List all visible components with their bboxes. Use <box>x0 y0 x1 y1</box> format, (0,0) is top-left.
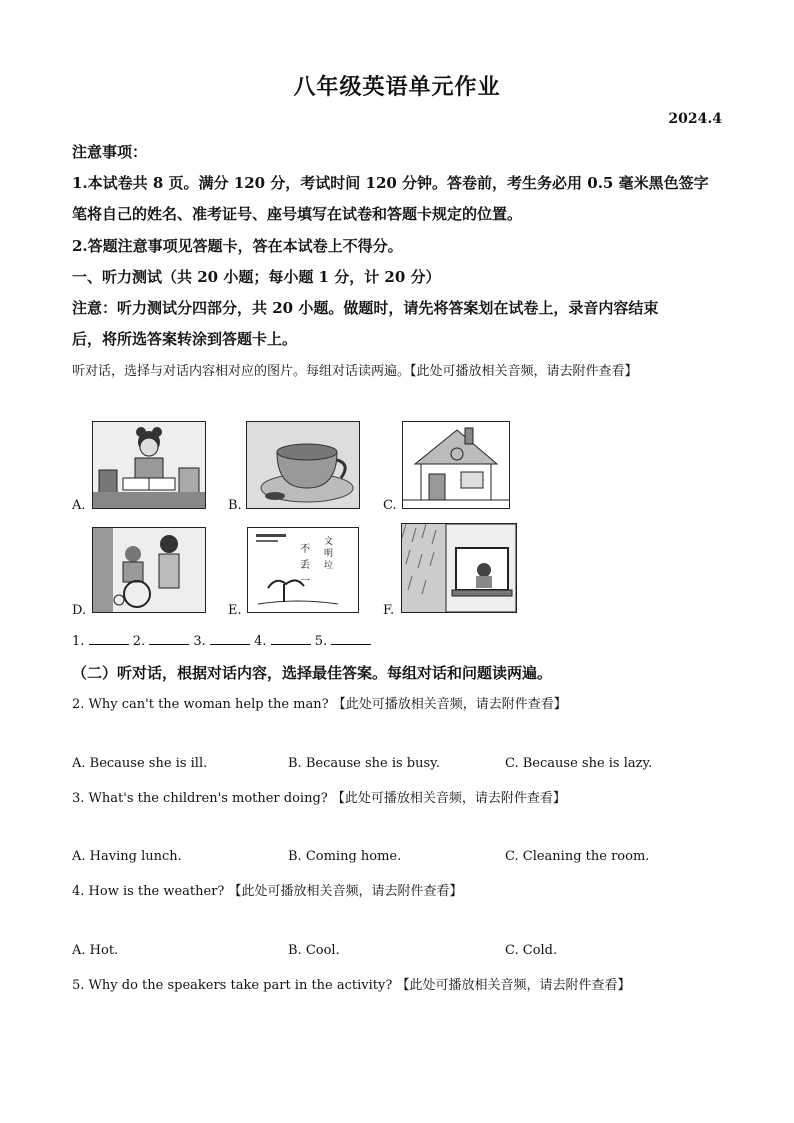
picture-c-label: C. <box>383 498 397 513</box>
notes-heading: 注意事项： <box>72 143 148 161</box>
q2-option-a: A. Because she is ill. <box>72 756 208 771</box>
blank-2-label: 2. <box>132 634 146 649</box>
blank-5[interactable] <box>331 632 371 645</box>
q4-option-b: B. Cool. <box>288 943 340 958</box>
poster-char-6: 垃 <box>324 561 334 571</box>
blank-2[interactable] <box>149 632 189 645</box>
question-4: 4. How is the weather? 【此处可播放相关音频，请去附件查看】 <box>72 884 463 899</box>
house-image <box>403 422 509 508</box>
blank-1[interactable] <box>89 632 129 645</box>
note-line-2: 2.答题注意事项见答题卡，答在本试卷上不得分。 <box>72 237 403 255</box>
picture-e-label: E. <box>228 603 242 618</box>
poster-char-1: 不 <box>300 544 310 555</box>
question-2: 2. Why can't the woman help the man? 【此处可播放相关音频，请去附件查看】 <box>72 697 567 712</box>
q3-option-a: A. Having lunch. <box>72 849 182 864</box>
blank-3[interactable] <box>210 632 250 645</box>
poster-char-4: 文 <box>324 537 334 547</box>
blank-4[interactable] <box>271 632 311 645</box>
blank-5-label: 5. <box>314 634 328 649</box>
picture-instruction: 听对话，选择与对话内容相对应的图片。每组对话读两遍。【此处可播放相关音频，请去附件查看】 <box>72 364 638 379</box>
note-line-1a: 1.本试卷共 8 页。满分 120 分，考试时间 120 分钟。答卷前，考生务必用 0.5 毫米黑色签字 <box>72 174 709 192</box>
picture-f <box>401 523 517 613</box>
picture-f-label: F. <box>383 603 395 618</box>
q2-option-c: C. Because she is lazy. <box>505 756 653 771</box>
blank-1-label: 1. <box>72 634 85 649</box>
picture-c <box>402 421 510 509</box>
q4-option-c: C. Cold. <box>505 943 558 958</box>
question-3: 3. What's the children's mother doing? 【此处可播放相关音频，请去附件查看】 <box>72 791 566 806</box>
picture-d-label: D. <box>72 603 87 618</box>
exam-date: 2024.4 <box>668 111 722 127</box>
picture-d <box>92 527 206 613</box>
question-5: 5. Why do the speakers take part in the activity? 【此处可播放相关音频，请去附件查看】 <box>72 978 631 993</box>
picture-a-label: A. <box>72 498 86 513</box>
blank-4-label: 4. <box>254 634 267 649</box>
poster-char-3: 一 <box>300 576 310 587</box>
q4-option-a: A. Hot. <box>72 943 119 958</box>
picture-b <box>246 421 360 509</box>
listening-notice-b: 后，将所选答案转涂到答题卡上。 <box>72 330 298 348</box>
q3-option-b: B. Coming home. <box>288 849 402 864</box>
blank-3-label: 3. <box>193 634 206 649</box>
note-line-1b: 笔将自己的姓名、准考证号、座号填写在试卷和答题卡规定的位置。 <box>72 205 523 223</box>
wheelchair-helping-image <box>93 528 205 612</box>
poster-char-5: 明 <box>324 549 334 559</box>
tea-cup-image <box>247 422 359 508</box>
rainy-window-image <box>402 524 516 612</box>
poster-char-2: 丢 <box>300 560 310 571</box>
page-title: 八年级英语单元作业 <box>293 74 501 100</box>
section1-heading: 一、听力测试（共 20 小题；每小题 1 分，计 20 分） <box>72 268 441 286</box>
answer-blanks <box>72 632 371 649</box>
picture-a <box>92 421 206 509</box>
picture-e <box>247 527 359 613</box>
girl-reading-image <box>93 422 205 508</box>
civilized-poster-image <box>248 528 358 612</box>
q2-option-b: B. Because she is busy. <box>288 756 440 771</box>
listening-notice-a: 注意：听力测试分四部分，共 20 小题。做题时，请先将答案划在试卷上，录音内容结束 <box>72 299 659 317</box>
q3-option-c: C. Cleaning the room. <box>505 849 650 864</box>
section2-heading: （二）听对话，根据对话内容，选择最佳答案。每组对话和问题读两遍。 <box>72 664 553 682</box>
picture-b-label: B. <box>228 498 242 513</box>
